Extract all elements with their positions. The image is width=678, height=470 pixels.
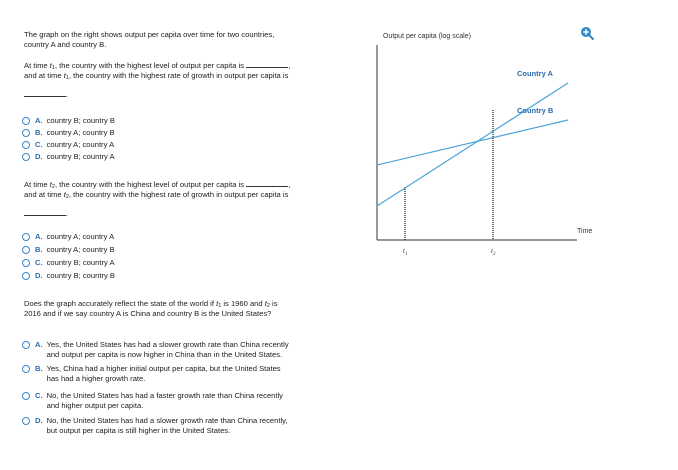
radio-button[interactable] (22, 233, 30, 241)
intro-text: The graph on the right shows output per capita over time for two countries, country A and country B. (24, 30, 275, 50)
radio-button[interactable] (22, 341, 30, 349)
country-a-line (377, 83, 568, 206)
graph-y-axis-title: Output per capita (log scale) (383, 33, 471, 40)
country-a-label: Country A (517, 69, 553, 78)
q3-option-c[interactable]: C. No, the United States has had a faster growth rate than China recently and higher output per capita. (22, 391, 283, 411)
radio-button[interactable] (22, 129, 30, 137)
question-3: Does the graph accurately reflect the state of the world if $t_1$ is 1960 and $t_2$ is 2016 and if we say country A is China and country B is the United States? (24, 299, 278, 319)
radio-button[interactable] (22, 365, 30, 373)
radio-button[interactable] (22, 259, 30, 267)
t2-label: $t_2$ (491, 247, 496, 257)
country-b-line (377, 120, 568, 165)
x-axis-label: Time (577, 228, 593, 235)
q1-option-c[interactable]: C. country A; country A (22, 140, 114, 150)
q1-option-d[interactable]: D. country B; country A (22, 152, 115, 162)
t1-label: $t_1$ (403, 247, 408, 257)
answer-blank (246, 179, 288, 187)
answer-blank (246, 60, 288, 68)
q1-option-b[interactable]: B. country A; country B (22, 128, 115, 138)
q2-option-c[interactable]: C. country B; country A (22, 258, 115, 268)
q2-option-b[interactable]: B. country A; country B (22, 245, 115, 255)
question-2: At time $t_2$, the country with the highest level of output per capita is , and at time $t_2$, the country with the highest rate of growth in output per capita is . (24, 180, 291, 218)
answer-blank (24, 208, 66, 216)
radio-button[interactable] (22, 153, 30, 161)
answer-blank (24, 89, 66, 97)
country-b-label: Country B (517, 106, 554, 115)
q1-option-a[interactable]: A. country B; country B (22, 116, 115, 126)
radio-button[interactable] (22, 246, 30, 254)
radio-button[interactable] (22, 117, 30, 125)
radio-button[interactable] (22, 272, 30, 280)
radio-button[interactable] (22, 141, 30, 149)
output-graph (370, 40, 610, 270)
question-1: At time $t_1$, the country with the highest level of output per capita is , and at time $t_1$, the country with the highest rate of growth in output per capita is . (24, 61, 291, 99)
q3-option-a[interactable]: A. Yes, the United States has had a slower growth rate than China recently and output per capita is now higher in China than in the United States. (22, 340, 289, 360)
radio-button[interactable] (22, 392, 30, 400)
radio-button[interactable] (22, 417, 30, 425)
q2-option-a[interactable]: A. country A; country A (22, 232, 114, 242)
q3-option-b[interactable]: B. Yes, China had a higher initial output per capita, but the United States has had a higher growth rate. (22, 364, 281, 384)
zoom-in-icon[interactable] (580, 26, 594, 40)
q2-option-d[interactable]: D. country B; country B (22, 271, 115, 281)
q3-option-d[interactable]: D. No, the United States has had a slower growth rate than China recently, but output per capita is still higher in the United States. (22, 416, 287, 436)
